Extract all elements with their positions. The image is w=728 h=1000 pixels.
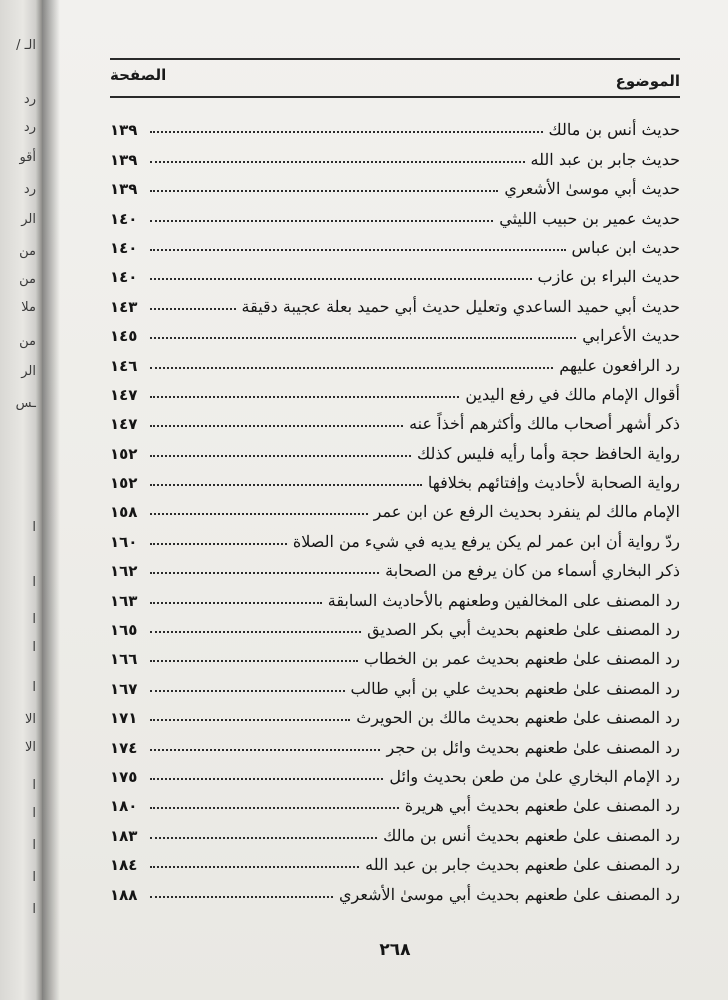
- toc-entry: [110, 786, 680, 815]
- entry-page-number: ١٨٠: [110, 797, 138, 816]
- toc-entry: [110, 228, 680, 257]
- dot-leader: [150, 396, 459, 398]
- table-of-contents: [110, 0, 680, 1000]
- entry-page-number: ١٦٥: [110, 621, 138, 640]
- facing-page-fragment: رد: [23, 92, 36, 107]
- entry-page-number: ١٧٥: [110, 767, 138, 786]
- dot-leader: [150, 807, 399, 809]
- topic-column-header: الموضوع: [615, 72, 680, 90]
- toc-entry: [110, 551, 680, 580]
- toc-entry: [110, 610, 680, 639]
- entry-page-number: ١٥٢: [110, 444, 138, 463]
- entry-title: رد المصنف علىٰ طعنهم بحديث أبي هريرة: [404, 796, 680, 816]
- dot-leader: [150, 131, 543, 133]
- entry-title: رد المصنف على المخالفين وطعنهم بالأحاديث السابقة: [327, 590, 680, 610]
- entry-page-number: ١٣٩: [110, 121, 138, 140]
- facing-page-fragment: من: [19, 244, 36, 259]
- header-top-rule: [110, 58, 680, 60]
- toc-entry: [110, 521, 680, 550]
- entry-page-number: ١٣٩: [110, 150, 138, 169]
- entry-page-number: ١٨٤: [110, 856, 138, 875]
- entry-page-number: ١٧٤: [110, 738, 138, 757]
- dot-leader: [150, 278, 532, 280]
- entry-title: رد الرافعون عليهم: [559, 355, 680, 375]
- facing-page-fragment: / الـ: [16, 38, 36, 53]
- entry-title: رد المصنف علىٰ طعنهم بحديث أنس بن مالك: [383, 825, 680, 845]
- entry-page-number: ١٧١: [110, 709, 138, 728]
- dot-leader: [150, 425, 403, 427]
- dot-leader: [150, 367, 553, 369]
- facing-page-fragment: ا: [32, 902, 36, 917]
- facing-page-fragment: من: [19, 334, 36, 349]
- dot-leader: [150, 337, 576, 339]
- facing-page-fragment: أقو: [19, 150, 36, 165]
- toc-entry: [110, 345, 680, 374]
- toc-entry: [110, 727, 680, 756]
- facing-page-fragment: ا: [32, 778, 36, 793]
- facing-page-fragment: الر: [21, 212, 36, 227]
- entry-title: حديث ابن عباس: [571, 237, 680, 257]
- entry-title: الإمام مالك لم ينفرد بحديث الرفع عن ابن عمر: [373, 502, 680, 522]
- toc-entry: [110, 404, 680, 433]
- dot-leader: [150, 543, 287, 545]
- toc-entry: [110, 845, 680, 874]
- page-number: ٢٦٨: [379, 940, 411, 960]
- toc-entries: [110, 110, 680, 904]
- dot-leader: [150, 837, 377, 839]
- facing-page-fragment: ملا: [21, 300, 36, 315]
- toc-entry: [110, 286, 680, 315]
- toc-entry: [110, 639, 680, 668]
- entry-page-number: ١٤٠: [110, 268, 138, 287]
- entry-title: رد المصنف علىٰ طعنهم بحديث جابر بن عبد الله: [365, 855, 680, 875]
- entry-page-number: ١٨٨: [110, 885, 138, 904]
- toc-entry: [110, 580, 680, 609]
- facing-page-fragment: ا: [32, 520, 36, 535]
- facing-page-fragment: ـس: [15, 396, 36, 411]
- facing-page-edge: [0, 0, 42, 1000]
- entry-title: رد المصنف علىٰ طعنهم بحديث أبي موسىٰ الأشعري: [339, 884, 680, 904]
- entry-title: رد المصنف علىٰ طعنهم بحديث علي بن أبي طالب: [350, 678, 680, 698]
- toc-entry: [110, 492, 680, 521]
- toc-entry: [110, 874, 680, 903]
- toc-entry: [110, 433, 680, 462]
- header-bottom-rule: [110, 96, 680, 98]
- facing-page-fragment: ا: [32, 575, 36, 590]
- entry-title: ردّ رواية أن ابن عمر لم يكن يرفع يديه في شيء من الصلاة: [292, 531, 680, 551]
- dot-leader: [150, 249, 566, 251]
- dot-leader: [150, 161, 525, 163]
- entry-page-number: ١٤٥: [110, 327, 138, 346]
- dot-leader: [150, 719, 350, 721]
- entry-page-number: ١٨٣: [110, 826, 138, 845]
- dot-leader: [150, 513, 368, 515]
- entry-title: حديث الأعرابي: [582, 326, 680, 346]
- entry-title: أقوال الإمام مالك في رفع اليدين: [465, 384, 680, 404]
- dot-leader: [150, 631, 361, 633]
- toc-entry: [110, 463, 680, 492]
- entry-title: رد المصنف علىٰ طعنهم بحديث عمر بن الخطاب: [363, 649, 680, 669]
- entry-title: حديث أبي حميد الساعدي وتعليل حديث أبي حميد بعلة عجيبة دقيقة: [241, 296, 680, 316]
- facing-page-fragment: رد: [23, 182, 36, 197]
- toc-entry: [110, 698, 680, 727]
- entry-page-number: ١٥٢: [110, 474, 138, 493]
- toc-entry: [110, 198, 680, 227]
- entry-title: ذكر أشهر أصحاب مالك وأكثرهم أخذاً عنه: [409, 414, 680, 434]
- facing-page-fragment: ا: [32, 680, 36, 695]
- dot-leader: [150, 190, 498, 192]
- toc-entry: [110, 169, 680, 198]
- toc-entry: [110, 815, 680, 844]
- entry-page-number: ١٤٧: [110, 385, 138, 404]
- entry-title: رد المصنف علىٰ طعنهم بحديث وائل بن حجر: [386, 737, 680, 757]
- toc-entry: [110, 257, 680, 286]
- dot-leader: [150, 690, 345, 692]
- toc-entry: [110, 757, 680, 786]
- entry-page-number: ١٤٠: [110, 209, 138, 228]
- toc-entry: [110, 139, 680, 168]
- facing-page-fragment: ا: [32, 806, 36, 821]
- page-gutter-shadow: [42, 0, 60, 1000]
- facing-page-fragment: الا: [24, 740, 36, 755]
- entry-title: حديث جابر بن عبد الله: [530, 149, 680, 169]
- entry-page-number: ١٦٠: [110, 532, 138, 551]
- entry-title: حديث أنس بن مالك: [548, 120, 680, 140]
- dot-leader: [150, 220, 493, 222]
- dot-leader: [150, 866, 359, 868]
- facing-page-fragment: ا: [32, 870, 36, 885]
- entry-page-number: ١٤٠: [110, 238, 138, 257]
- entry-title: رواية الصحابة لأحاديث وإفتائهم بخلافها: [427, 473, 680, 493]
- entry-title: حديث عمير بن حبيب الليثي: [499, 208, 680, 228]
- book-page: [42, 0, 728, 1000]
- entry-title: رواية الحافظ حجة وأما رأيه فليس كذلك: [417, 443, 680, 463]
- dot-leader: [150, 749, 380, 751]
- entry-title: رد الإمام البخاري علىٰ من طعن بحديث وائل: [389, 766, 680, 786]
- facing-page-fragment: الا: [24, 712, 36, 727]
- entry-title: حديث أبي موسىٰ الأشعري: [504, 179, 680, 199]
- dot-leader: [150, 572, 379, 574]
- entry-title: حديث البراء بن عازب: [537, 267, 680, 287]
- entry-page-number: ١٦٦: [110, 650, 138, 669]
- facing-page-fragment: رد: [23, 120, 36, 135]
- entry-title: رد المصنف علىٰ طعنهم بحديث أبي بكر الصديق: [367, 620, 680, 640]
- facing-page-fragment: ا: [32, 612, 36, 627]
- entry-page-number: ١٥٨: [110, 503, 138, 522]
- dot-leader: [150, 484, 422, 486]
- toc-entry: [110, 316, 680, 345]
- entry-page-number: ١٣٩: [110, 180, 138, 199]
- toc-entry: [110, 375, 680, 404]
- facing-page-fragment: ا: [32, 640, 36, 655]
- entry-page-number: ١٤٦: [110, 356, 138, 375]
- dot-leader: [150, 660, 358, 662]
- dot-leader: [150, 455, 411, 457]
- toc-entry: [110, 110, 680, 139]
- facing-page-fragment: ا: [32, 838, 36, 853]
- page-column-header: الصفحة: [110, 66, 167, 84]
- facing-page-fragment: من: [19, 272, 36, 287]
- entry-page-number: ١٦٢: [110, 562, 138, 581]
- entry-title: ذكر البخاري أسماء من كان يرفع من الصحابة: [385, 561, 680, 581]
- dot-leader: [150, 778, 383, 780]
- entry-page-number: ١٦٣: [110, 591, 138, 610]
- facing-page-fragment: الر: [21, 364, 36, 379]
- dot-leader: [150, 308, 236, 310]
- entry-page-number: ١٤٣: [110, 297, 138, 316]
- entry-page-number: ١٦٧: [110, 679, 138, 698]
- dot-leader: [150, 602, 322, 604]
- entry-page-number: ١٤٧: [110, 415, 138, 434]
- toc-entry: [110, 668, 680, 697]
- entry-title: رد المصنف علىٰ طعنهم بحديث مالك بن الحويرث: [356, 708, 680, 728]
- dot-leader: [150, 896, 333, 898]
